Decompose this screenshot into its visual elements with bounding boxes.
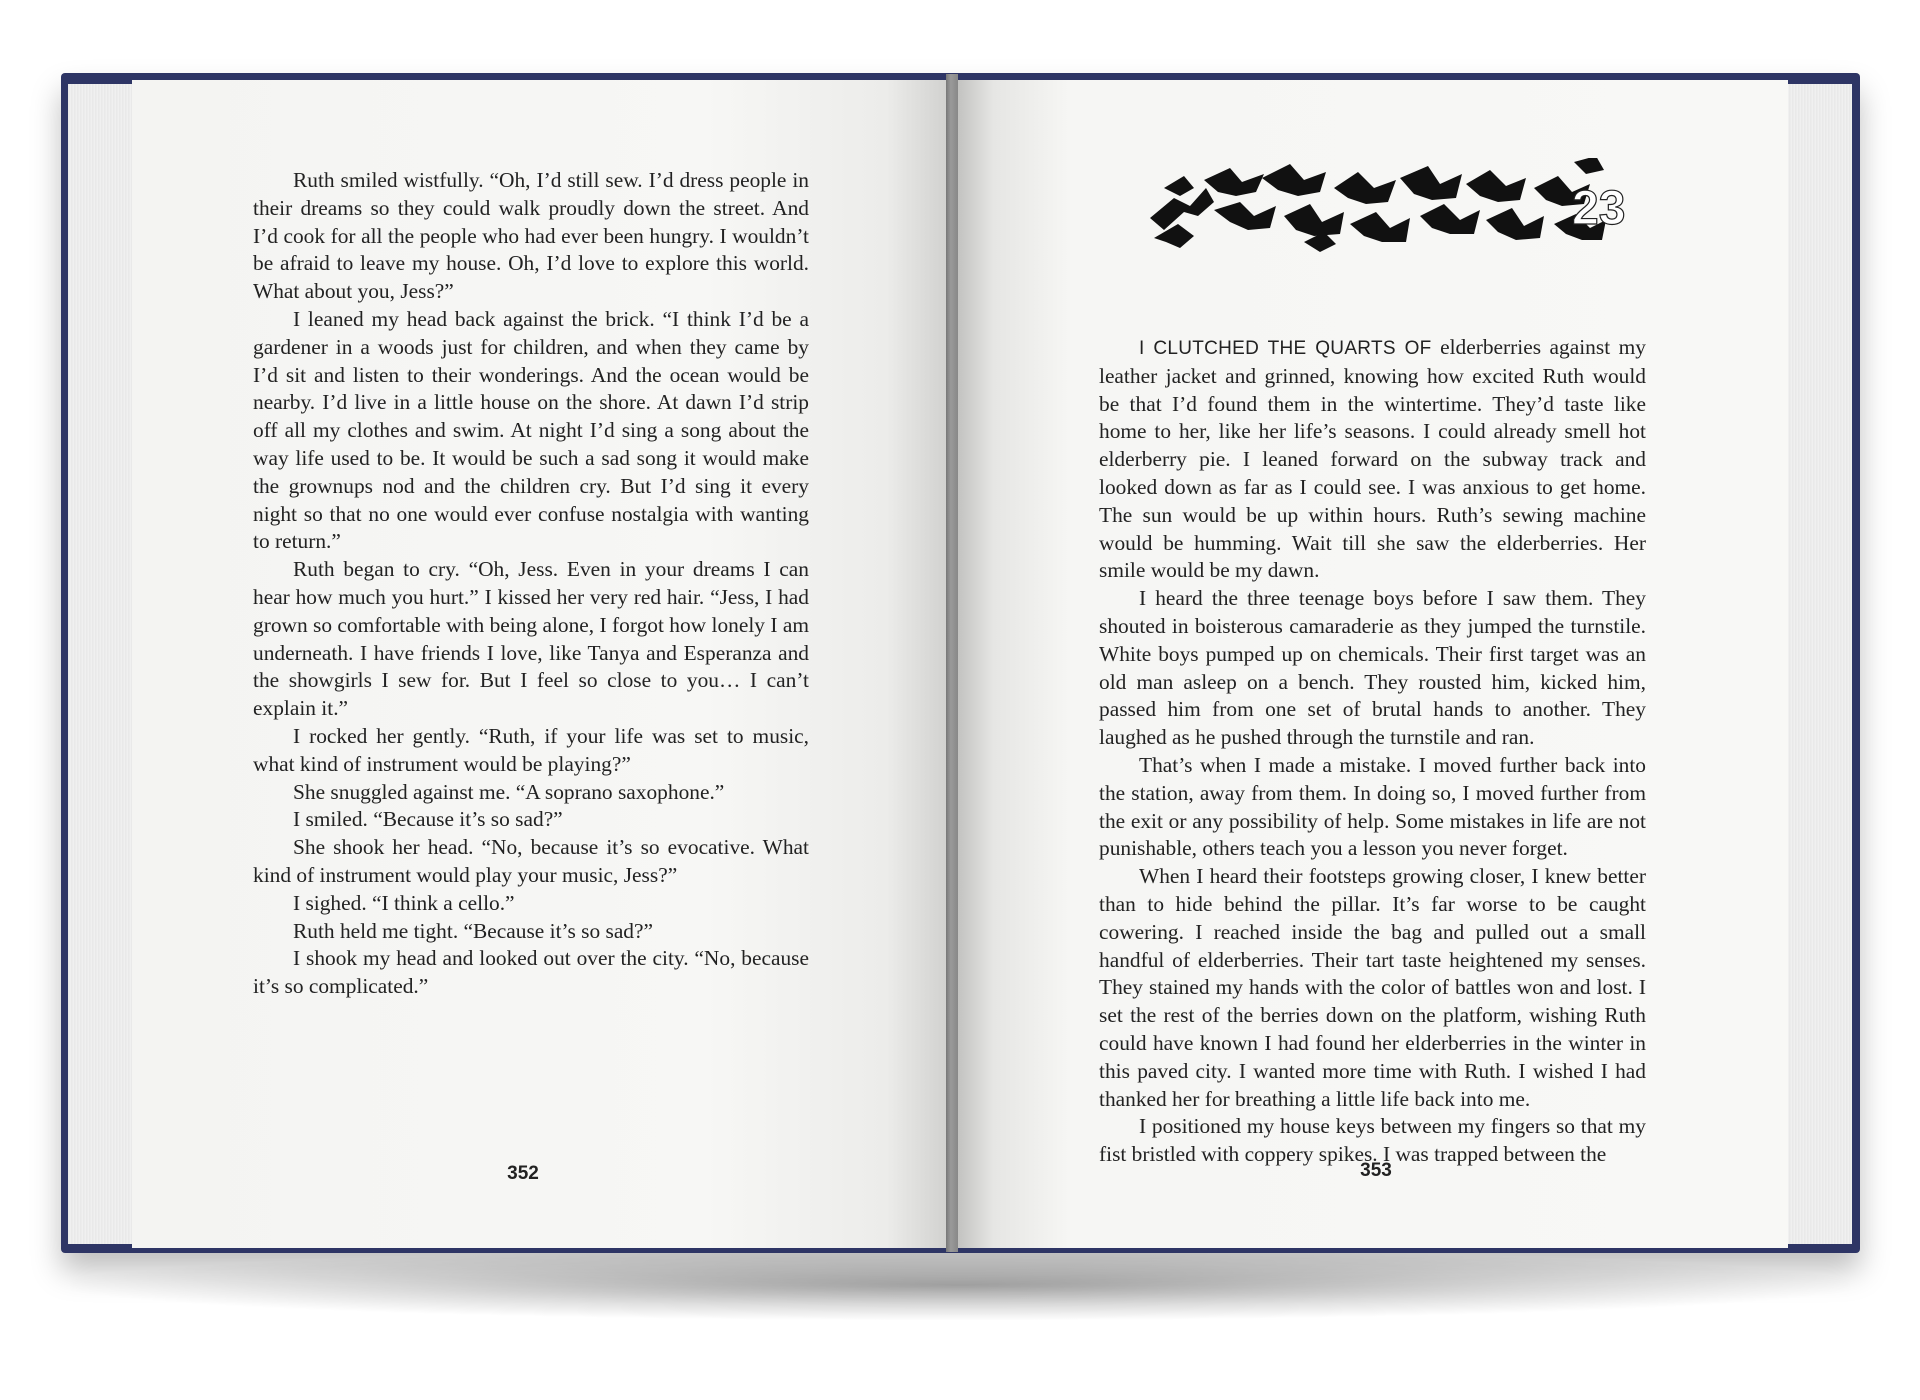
paragraph: I rocked her gently. “Ruth, if your life was set to music, what kind of instrument would be playing?” <box>253 723 809 776</box>
paragraph: I smiled. “Because it’s so sad?” <box>293 807 563 832</box>
right-page <box>952 80 1788 1248</box>
paragraph: Ruth smiled wistfully. “Oh, I’d still sew. I’d dress people in their dreams so they could walk proudly down the street. And I’d cook for all the people who had ever been hungry. I wouldn’t be afraid to leave my house. Oh, I’d love to explore this world. What about you, Jess?” <box>253 168 809 304</box>
right-page-edges <box>1786 84 1852 1244</box>
page-number: 352 <box>507 1163 539 1184</box>
book-shadow <box>70 1250 1850 1320</box>
left-page-text <box>253 167 809 1001</box>
paragraph: I sighed. “I think a cello.” <box>293 890 515 915</box>
paragraph: Ruth held me tight. “Because it’s so sad?” <box>293 918 653 943</box>
paragraph: She shook her head. “No, because it’s so evocative. What kind of instrument would play your music, Jess?” <box>253 835 809 887</box>
paragraph <box>1099 334 1646 585</box>
paragraph: I leaned my head back against the brick. “I think I’d be a gardener in a woods just for children, and when they came by I’d sit and listen to their wonderings. And the ocean would be nearby. I’d live in a little house on the shore. At dawn I’d strip off all my clothes and swim. At night I’d sing a song about the way life used to be. It would be such a sad song it would make the grownups nod and the children cry. But I’d sing it every night so that no one would ever confuse nostalgia with wanting to return.” <box>253 306 809 554</box>
flying-crows-banner-icon <box>1144 158 1647 256</box>
book-gutter <box>946 74 958 1252</box>
paragraph: She snuggled against me. “A soprano saxophone.” <box>293 779 725 804</box>
paragraph: When I heard their footsteps growing closer, I knew better than to hide behind the pillar. It’s far worse to be caught cowering. I reached inside the bag and pulled out a small handful of elderberries. Their tart taste heightened my senses. They stained my hands with the color of battles won and lost. I set the rest of the berries down on the platform, wishing Ruth could have known I had found her elderberries in the winter in this paved city. I wanted more time with Ruth. I wished I had thanked her for breathing a little life back into me. <box>1099 864 1646 1111</box>
paragraph: Ruth began to cry. “Oh, Jess. Even in your dreams I can hear how much you hurt.” I kissed her very red hair. “Jess, I had grown so comfortable with being alone, I forgot how lonely I am underneath. I have friends I love, like Tanya and Esperanza and the showgirls I sew for. But I feel so close to you… I can’t explain it.” <box>253 557 809 721</box>
paragraph: That’s when I made a mistake. I moved further back into the station, away from them. In doing so, I moved further from the exit or any possibility of help. Some mistakes in life are not punishable, others teach you a lesson you never forget. <box>1099 752 1646 861</box>
chapter-number: 23 <box>1572 182 1626 235</box>
paragraph: I positioned my house keys between my fingers so that my fist bristled with coppery spikes. I was trapped between the <box>1099 1114 1646 1167</box>
paragraph-text: elderberries against my leather jacket and grinned, knowing how excited Ruth would be that I’d found them in the wintertime. They’d taste like home to her, like her life’s seasons. I could already smell hot elderberry pie. I leaned forward on the subway track and looked down as far as I could see. I was anxious to get home. The sun would be up within hours. Ruth’s sewing machine would be humming. Wait till she saw the elderberries. Her smile would be my dawn. <box>1099 335 1646 583</box>
chapter-opening: I CLUTCHED THE QUARTS OF <box>1139 338 1432 359</box>
right-page-text <box>1099 334 1646 1169</box>
page-number: 353 <box>1360 1160 1392 1181</box>
left-page <box>132 80 952 1248</box>
left-page-edges <box>68 84 134 1244</box>
paragraph: I shook my head and looked out over the city. “No, because it’s so complicated.” <box>253 946 809 999</box>
paragraph: I heard the three teenage boys before I saw them. They shouted in boisterous camaraderie as they jumped the turnstile. White boys pumped up on chemicals. Their first target was an old man asleep on a bench. They rousted him, kicked him, passed him from one set of brutal hands to another. They laughed as he pushed through the turnstile and ran. <box>1099 586 1646 750</box>
